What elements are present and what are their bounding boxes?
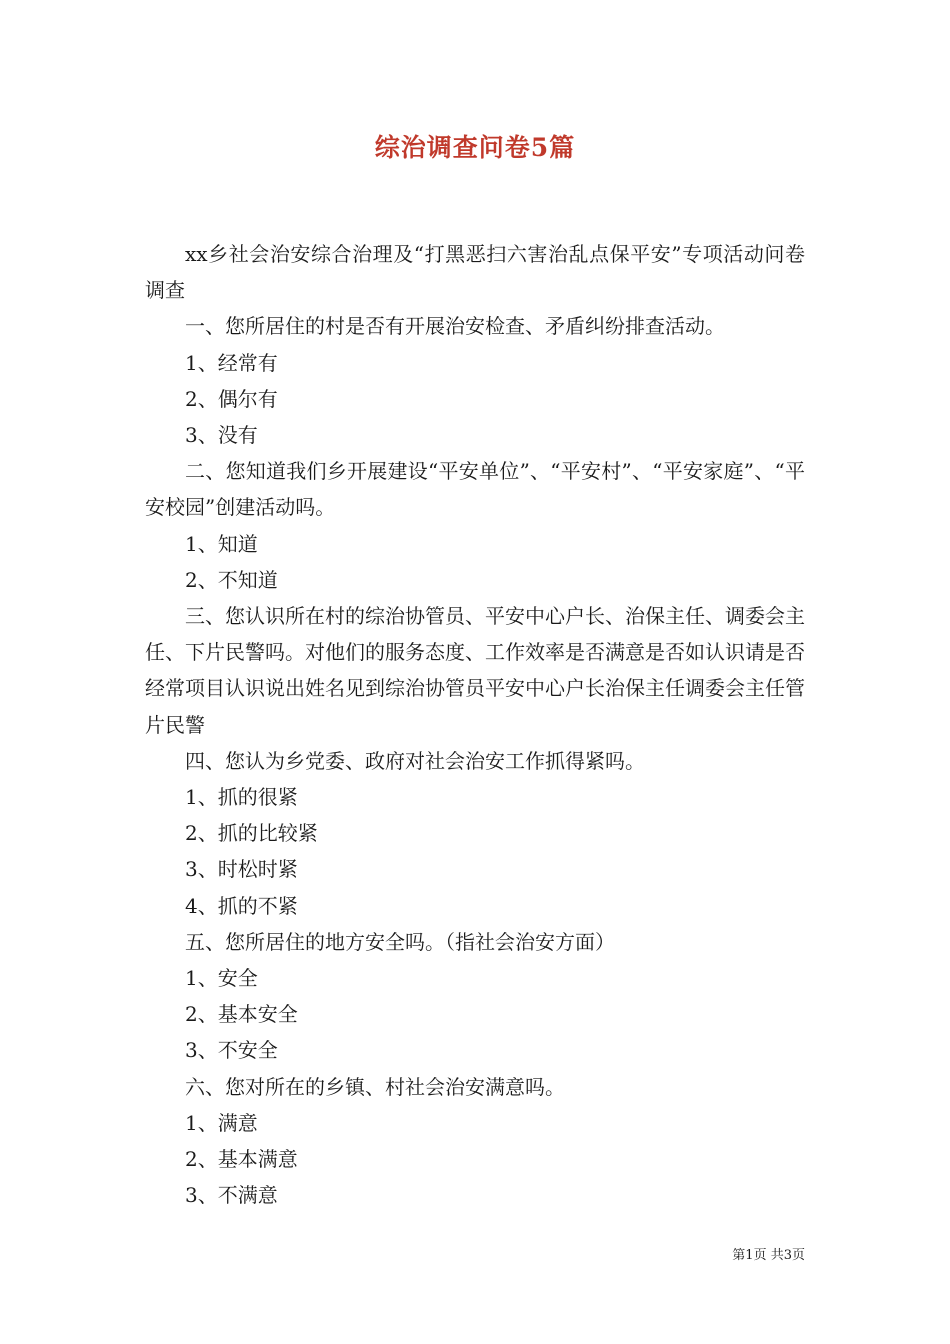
option-1-2: 2、偶尔有 [185, 386, 278, 411]
page-title: 综治调查问卷5篇 [374, 133, 576, 162]
page-label-middle: 页 共 [753, 1248, 784, 1263]
option-2-1: 1、知道 [185, 531, 258, 556]
option-5-2: 2、基本安全 [185, 1002, 298, 1027]
question-5: 五、您所居住的地方安全吗。（指社会治安方面） [185, 929, 615, 954]
option-4-2: 2、抓的比较紧 [185, 821, 318, 846]
option-6-3: 3、不满意 [185, 1183, 278, 1208]
page-label-prefix: 第 [732, 1248, 746, 1263]
question-2: 二、您知道我们乡开展建设“平安单位”、“平安村”、“平安家庭”、“平安校园”创建活动吗。 [145, 459, 805, 520]
document-body [145, 236, 805, 1213]
option-4-1: 1、抓的很紧 [185, 785, 298, 810]
intro-paragraph: xx乡社会治安综合治理及“打黑恶扫六害治乱点保平安”专项活动问卷调查 [145, 242, 805, 303]
option-1-3: 3、没有 [185, 423, 258, 448]
option-2-2: 2、不知道 [185, 567, 278, 592]
page-footer [732, 1246, 805, 1266]
page-label-suffix: 页 [791, 1248, 805, 1263]
option-6-2: 2、基本满意 [185, 1147, 298, 1172]
option-4-3: 3、时松时紧 [185, 857, 298, 882]
question-3: 三、您认识所在村的综治协管员、平安中心户长、治保主任、调委会主任、下片民警吗。对他们的服务态度、工作效率是否满意是否如认识请是否经常项目认识说出姓名见到综治协管员平安中心户长治保主任调委会主任管片民警 [145, 604, 805, 737]
total-pages-number: 3 [783, 1248, 792, 1263]
option-4-4: 4、抓的不紧 [185, 893, 298, 918]
option-5-3: 3、不安全 [185, 1038, 278, 1063]
question-6: 六、您对所在的乡镇、村社会治安满意吗。 [185, 1074, 565, 1099]
question-1: 一、您所居住的村是否有开展治安检查、矛盾纠纷排查活动。 [185, 314, 725, 339]
option-5-1: 1、安全 [185, 966, 258, 991]
question-4: 四、您认为乡党委、政府对社会治安工作抓得紧吗。 [185, 748, 645, 773]
current-page-number: 1 [745, 1248, 754, 1263]
option-6-1: 1、满意 [185, 1110, 258, 1135]
option-1-1: 1、经常有 [185, 350, 278, 375]
